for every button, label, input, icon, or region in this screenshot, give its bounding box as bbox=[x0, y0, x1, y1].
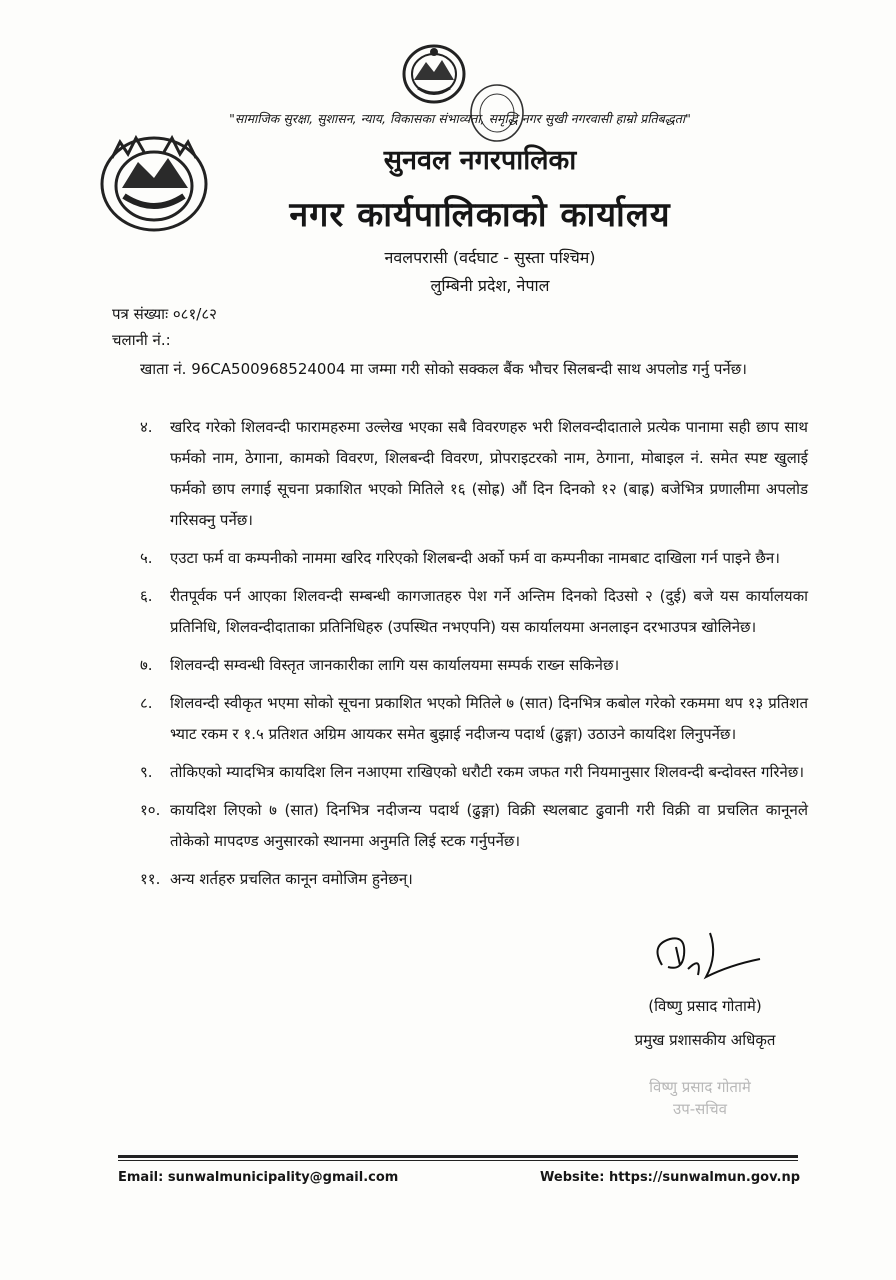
list-item: ११. अन्य शर्तहरु प्रचलित कानून वमोजिम हुनेछन्। bbox=[140, 870, 413, 888]
municipality-name: सुनवल नगरपालिका bbox=[383, 145, 577, 176]
municipality-logo-icon bbox=[98, 132, 210, 234]
footer-email: Email: sunwalmunicipality@gmail.com bbox=[118, 1170, 399, 1185]
footer-divider bbox=[118, 1155, 798, 1158]
letter-number: पत्र संख्याः ०८१/८२ bbox=[112, 305, 217, 323]
signature-icon bbox=[640, 925, 770, 985]
list-item: ५. एउटा फर्म वा कम्पनीको नाममा खरिद गरिएको शिलबन्दी अर्को फर्म वा कम्पनीका नामबाट दाखिला गर्न पाइने छैन। bbox=[140, 549, 780, 567]
address-line-2: लुम्बिनी प्रदेश, नेपाल bbox=[430, 276, 550, 295]
list-item: ४. खरिद गरेको शिलवन्दी फारामहरुमा उल्लेख भएका सबै विवरणहरु भरी शिलवन्दीदाताले प्रत्येक पानामा सही छाप साथ फर्मको नाम, ठेगाना, कामको विवरण, शिलबन्दी विवरण, प्रोपराइटरको नाम, ठेगाना, मोबाइल नं. समेत स्पष्ट खुलाई फर्मको छाप लगाई सूचना प्रकाशित भएको मितिले १६ (सोह्र) औं दिन दिनको १२ (बाह्र) बजेभित्र प्रणालीमा अपलोड गरिसक्नु पर्नेछ। bbox=[140, 418, 808, 529]
footer-website: Website: https://sunwalmun.gov.np bbox=[540, 1170, 800, 1185]
list-item: ९. तोकिएको म्यादभित्र कायदिश लिन नआएमा राखिएको धरौटी रकम जफत गरी नियमानुसार शिलवन्दी बन्दोवस्त गरिनेछ। bbox=[140, 763, 804, 781]
signatory-name: (विष्णु प्रसाद गोतामे) bbox=[648, 997, 762, 1015]
intro-paragraph: खाता नं. 96CA500968524004 मा जम्मा गरी सोको सक्कल बैंक भौचर सिलबन्दी साथ अपलोड गर्नु पर्नेछ। bbox=[140, 360, 747, 378]
motto: "सामाजिक सुरक्षा, सुशासन, न्याय, विकासका संभाव्यता, समृद्धि नगर सुखी नगरवासी हाम्रो प्रतिबद्धता" bbox=[229, 111, 691, 126]
signatory-title: प्रमुख प्रशासकीय अधिकृत bbox=[634, 1031, 776, 1049]
list-item: १०. कायदिश लिएको ७ (सात) दिनभित्र नदीजन्य पदार्थ (ढुङ्गा) विक्री स्थलबाट ढुवानी गरी विक्री वा प्रचलित कानूनले तोकेको मापदण्ड अनुसारको स्थानमा अनुमति लिई स्टक गर्नुपर्नेछ। bbox=[140, 801, 808, 850]
government-emblem-icon bbox=[398, 40, 470, 108]
list-item: ८. शिलवन्दी स्वीकृत भएमा सोको सूचना प्रकाशित भएको मितिले ७ (सात) दिनभित्र कबोल गरेको रकममा थप १३ प्रतिशत भ्याट रकम र १.५ प्रतिशत अग्रिम आयकर समेत बुझाई नदीजन्य पदार्थ (ढुङ्गा) उठाउने कायदिश लिनुपर्नेछ। bbox=[140, 694, 808, 743]
name-stamp: विष्णु प्रसाद गोतामे उप-सचिव bbox=[649, 1078, 751, 1118]
conditions-list bbox=[140, 412, 808, 902]
footer-divider-thin bbox=[118, 1160, 798, 1161]
list-item: ६. रीतपूर्वक पर्न आएका शिलवन्दी सम्बन्धी कागजातहरु पेश गर्ने अन्तिम दिनको दिउसो २ (दुई) बजे यस कार्यालयका प्रतिनिधि, शिलवन्दीदाताका प्रतिनिधिहरु (उपस्थित नभएपनि) यस कार्यालयमा अनलाइन दरभाउपत्र खोलिनेछ। bbox=[140, 587, 808, 636]
address-line-1: नवलपरासी (वर्दघाट - सुस्ता पश्चिम) bbox=[384, 248, 596, 267]
dispatch-number: चलानी नं.: bbox=[112, 331, 171, 349]
office-title: नगर कार्यपालिकाको कार्यालय bbox=[289, 195, 671, 235]
list-item: ७. शिलवन्दी सम्वन्धी विस्तृत जानकारीका लागि यस कार्यालयमा सम्पर्क राख्न सकिनेछ। bbox=[140, 656, 620, 674]
